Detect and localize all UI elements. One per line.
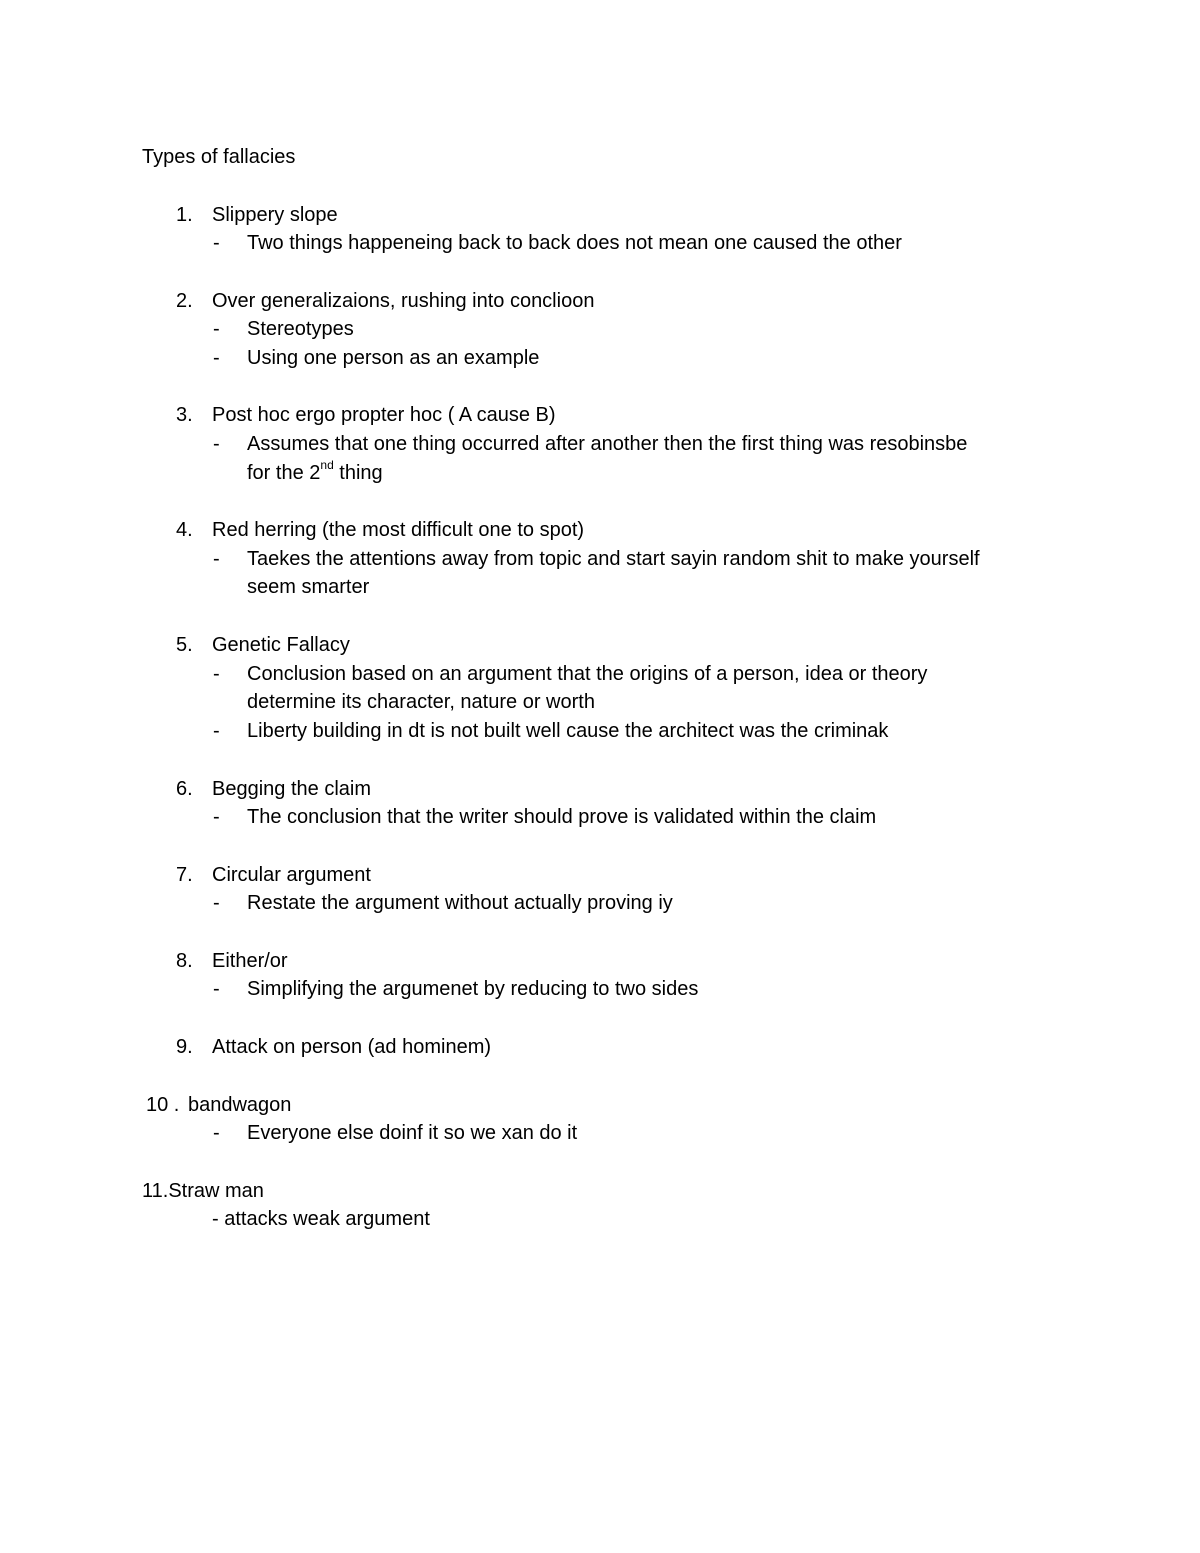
item-number: 5. [176, 634, 193, 656]
bullet-text: The conclusion that the writer should prove is validated within the claim [247, 806, 877, 828]
item-heading: Genetic Fallacy [212, 634, 350, 656]
bullet-dash: - [213, 806, 220, 828]
bullet-dash: - [213, 232, 220, 254]
item-11-bullet [212, 1207, 430, 1231]
bullet-text: Taekes the attentions away from topic and start sayin random shit to make yourself [247, 548, 980, 570]
item-heading: Begging the claim [212, 778, 371, 800]
item-heading: bandwagon [188, 1094, 292, 1116]
bullet-text: Assumes that one thing occurred after another then the first thing was resobinsbe [247, 433, 968, 455]
item-number: 11. [142, 1180, 169, 1202]
bullet-dash: - [213, 433, 220, 455]
bullet-text: Everyone else doinf it so we xan do it [247, 1122, 578, 1144]
bullet-text: Conclusion based on an argument that the origins of a person, idea or theory [247, 663, 928, 685]
bullet-dash: - [213, 892, 220, 914]
bullet-dash: - [212, 1208, 219, 1230]
item-heading: Circular argument [212, 864, 371, 886]
page-title: Types of fallacies [142, 146, 296, 168]
bullet-text-continuation [247, 458, 383, 485]
item-11-line [142, 1179, 264, 1203]
item-heading: Red herring (the most difficult one to spot) [212, 519, 585, 541]
bullet-text: Liberty building in dt is not built well cause the architect was the criminak [247, 720, 889, 742]
bullet-dash: - [213, 663, 220, 685]
bullet-dash: - [213, 347, 220, 369]
bullet-text-continuation: seem smarter [247, 576, 370, 598]
ordinal-superscript: nd [320, 458, 334, 473]
bullet-dash: - [213, 1122, 220, 1144]
bullet-dash: - [213, 720, 220, 742]
item-number: 10 . [146, 1094, 180, 1116]
bullet-dash: - [213, 978, 220, 1000]
bullet-text-part: for the 2 [247, 462, 321, 484]
bullet-text: Simplifying the argumenet by reducing to two sides [247, 978, 699, 1000]
item-number: 4. [176, 519, 193, 541]
item-number: 2. [176, 290, 193, 312]
item-number: 7. [176, 864, 193, 886]
bullet-text: attacks weak argument [224, 1208, 430, 1230]
item-number: 6. [176, 778, 193, 800]
item-heading: Either/or [212, 950, 288, 972]
bullet-dash: - [213, 548, 220, 570]
bullet-text: Stereotypes [247, 318, 354, 340]
bullet-dash: - [213, 318, 220, 340]
item-number: 8. [176, 950, 193, 972]
item-heading: Over generalizaions, rushing into conclioon [212, 290, 595, 312]
bullet-text: Using one person as an example [247, 347, 540, 369]
item-number: 3. [176, 404, 193, 426]
item-heading: Attack on person (ad hominem) [212, 1036, 492, 1058]
item-number: 1. [176, 204, 193, 226]
bullet-text-part: thing [333, 462, 383, 484]
bullet-text-continuation: determine its character, nature or worth [247, 691, 595, 713]
item-heading: Straw man [168, 1180, 264, 1202]
item-heading: Post hoc ergo propter hoc ( A cause B) [212, 404, 556, 426]
bullet-text: Two things happeneing back to back does not mean one caused the other [247, 232, 902, 254]
item-number: 9. [176, 1036, 193, 1058]
bullet-text: Restate the argument without actually proving iy [247, 892, 673, 914]
item-heading: Slippery slope [212, 204, 338, 226]
